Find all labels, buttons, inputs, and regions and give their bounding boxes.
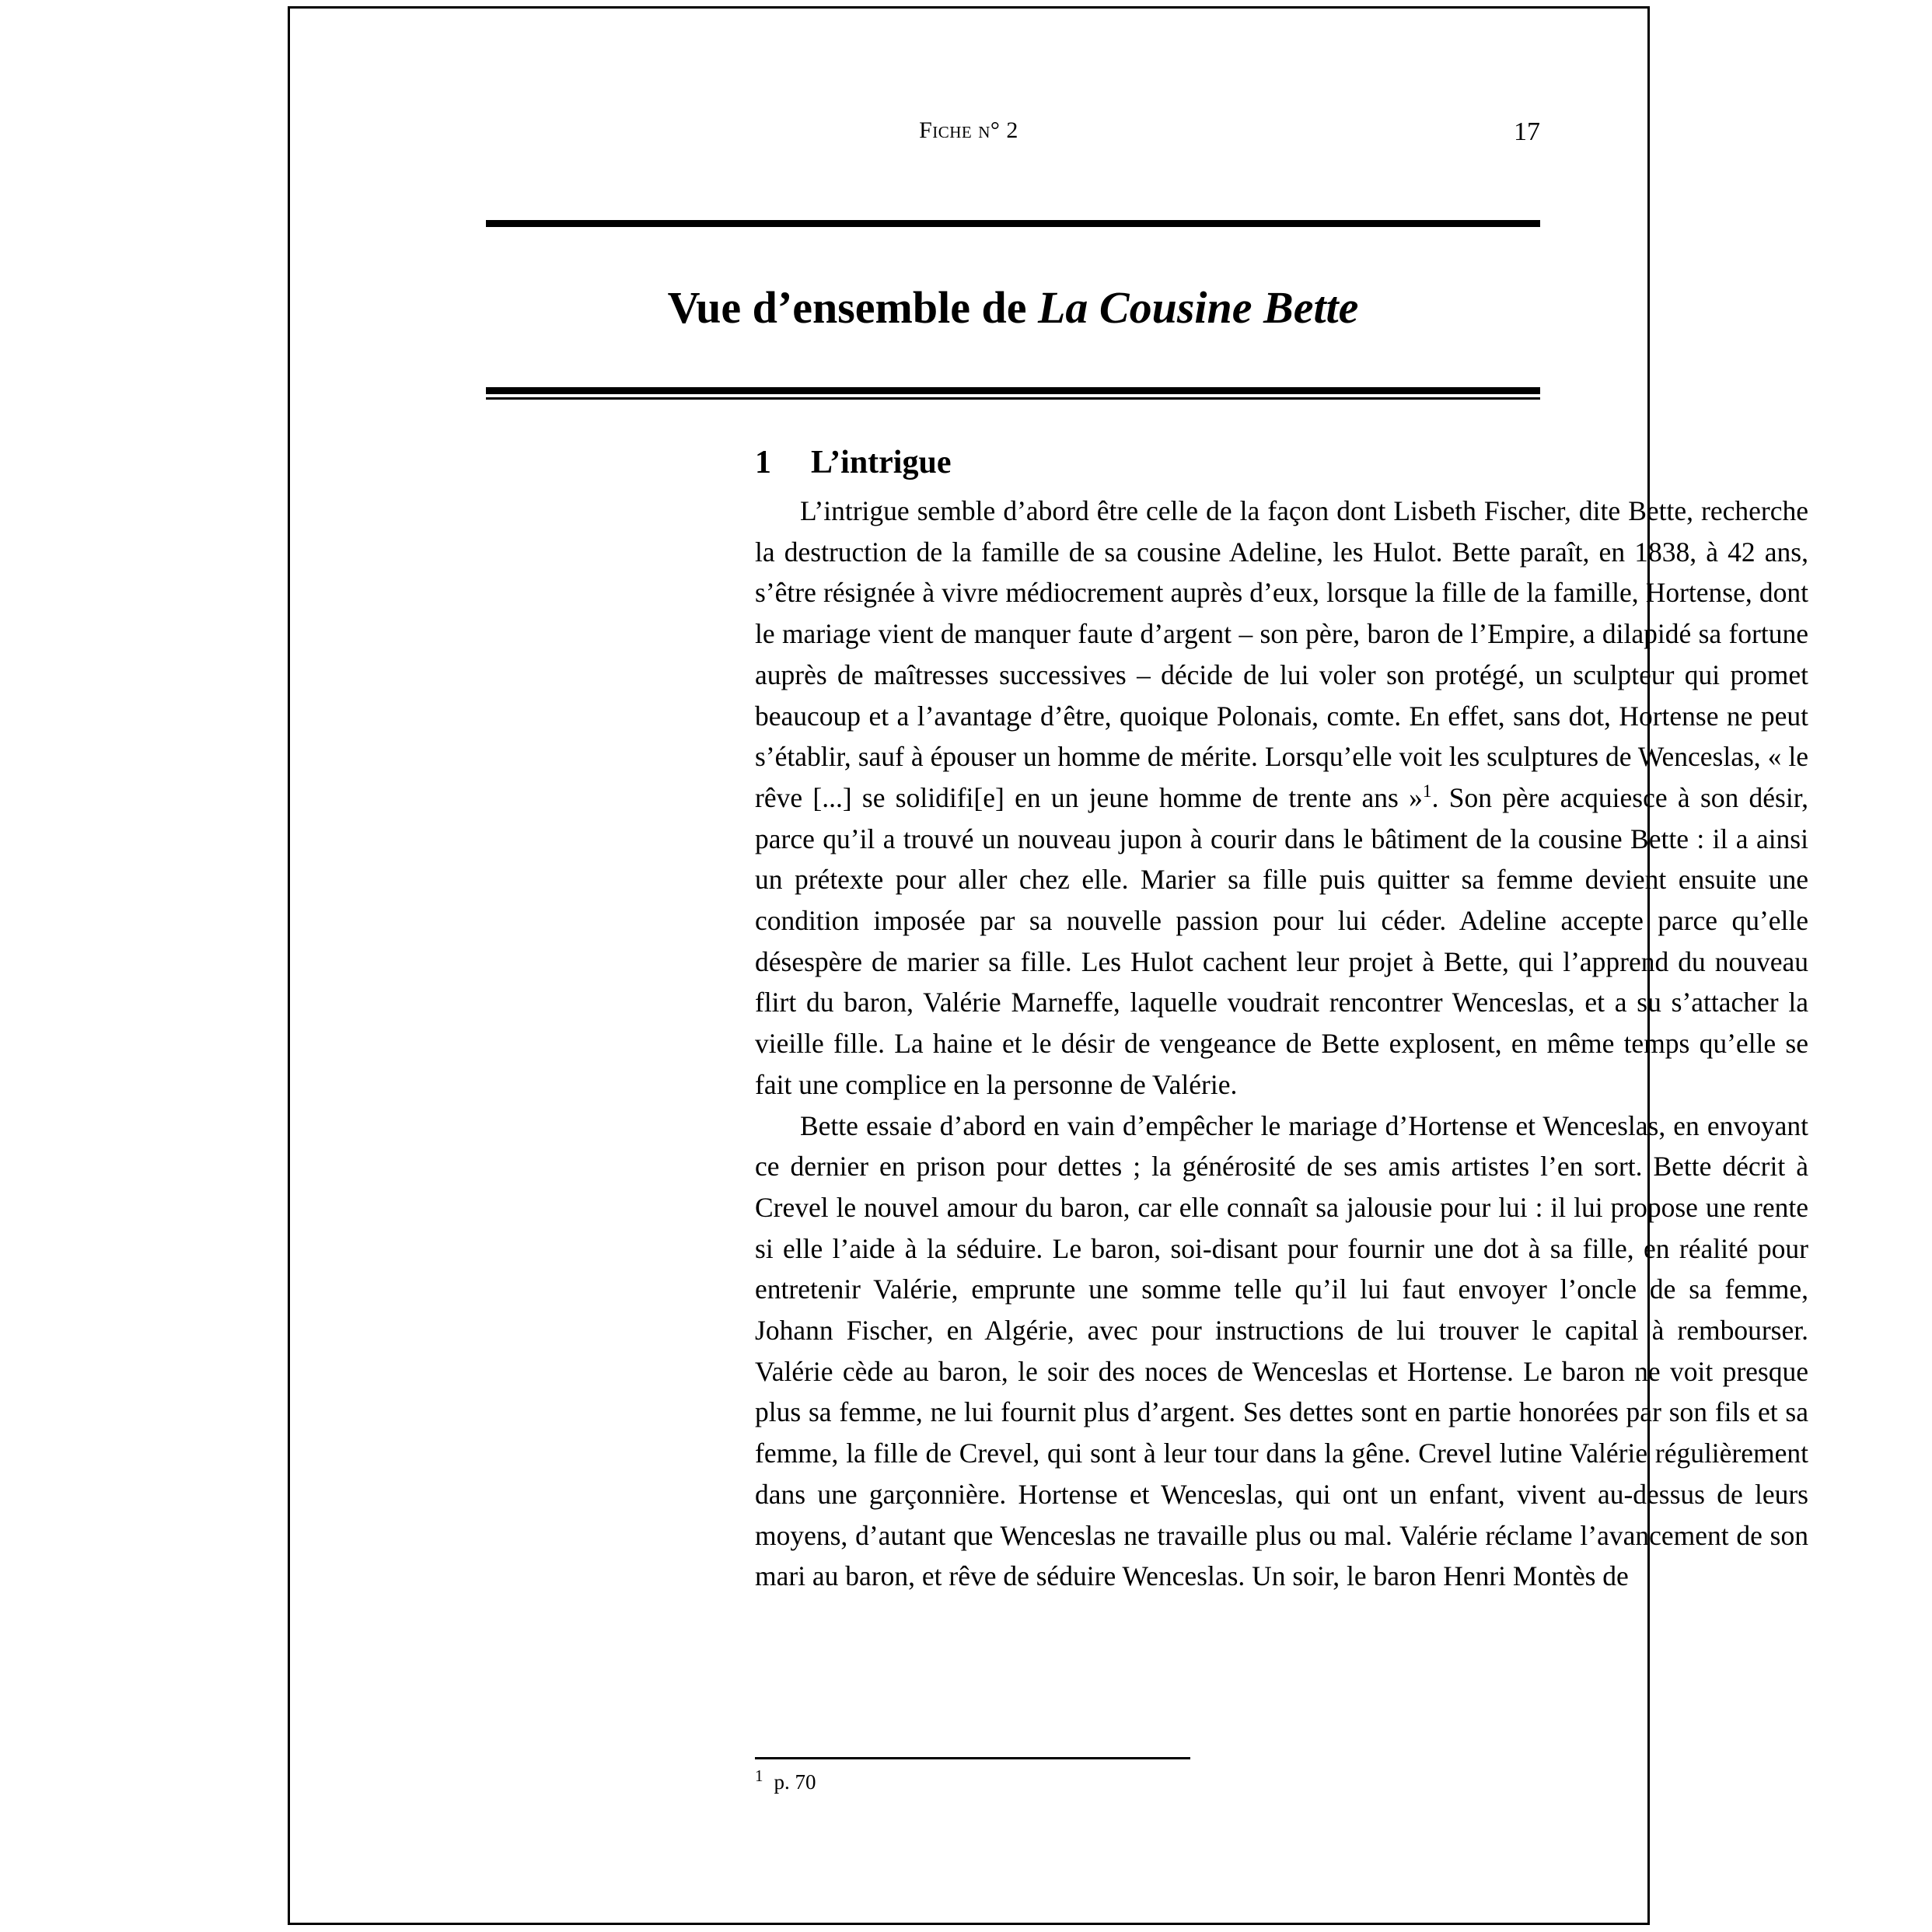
body-text <box>755 491 1808 1597</box>
footnote-area <box>755 1757 1808 1794</box>
footnote-separator-rule <box>755 1757 1190 1759</box>
title-rule-top <box>486 220 1540 227</box>
title-prefix: Vue d’ensemble de <box>667 281 1038 333</box>
footnote-item <box>755 1766 1808 1794</box>
paragraph-1 <box>755 491 1808 1106</box>
paragraph-1-text-b: . Son père acquiesce à son désir, parce qu’il a trouvé un nouveau jupon à courir dans le bâtiment de la cousine Bette : il a ainsi un prétexte pour aller chez elle. Marier sa fille puis quitter sa femme devient ensuite une condition imposée par sa nouvelle passion pour lui céder. Adeline accepte parce qu’elle désespère de marier sa fille. Les Hulot cachent leur projet à Bette, qui l’apprend du nouveau flirt du baron, Valérie Marneffe, laquelle voudrait rencontrer Wenceslas, et a su s’attacher la vieille fille. La haine et le désir de vengeance de Bette explosent, en même temps qu’elle se fait une complice en la personne de Valérie. <box>755 781 1809 1100</box>
section-title: L’intrigue <box>811 445 952 480</box>
title-work: La Cousine Bette <box>1037 281 1359 333</box>
title-block <box>486 220 1540 400</box>
footnote-marker: 1 <box>755 1766 763 1785</box>
footnote-text: p. 70 <box>774 1770 816 1794</box>
section-number: 1 <box>755 445 771 480</box>
title-rule-bottom <box>486 387 1540 394</box>
title-rule-thin <box>486 397 1540 400</box>
paragraph-2: Bette essaie d’abord en vain d’empêcher le mariage d’Hortense et Wenceslas, en envoyant ce dernier en prison pour dettes ; la générosité de ses amis artistes l’en sort. Bette décrit à Crevel le nouvel amour du baron, car elle connaît sa jalousie pour lui : il lui propose une rente si elle l’aide à la séduire. Le baron, soi-disant pour fournir une dot à sa fille, en réalité pour entretenir Valérie, emprunte une somme telle qu’il lui faut envoyer l’oncle de sa femme, Johann Fischer, en Algérie, avec pour instructions de lui trouver le capital à rembourser. Valérie cède au baron, le soir des noces de Wenceslas et Hortense. Le baron ne voit presque plus sa femme, ne lui fournit plus d’argent. Ses dettes sont en partie honorées par son fils et sa femme, la fille de Crevel, qui sont à leur tour dans la gêne. Crevel lutine Valérie régulièrement dans une garçonnière. Hortense et Wenceslas, qui ont un enfant, vivent au-dessus de leurs moyens, d’autant que Wenceslas ne travaille plus ou mal. Valérie réclame l’avancement de son mari au baron, et rêve de séduire Wenceslas. Un soir, le baron Henri Montès de <box>755 1109 1808 1592</box>
running-head-label: Fiche n° 2 <box>919 117 1018 143</box>
page-number: 17 <box>1514 117 1540 146</box>
running-head <box>290 117 1647 148</box>
footnote-reference: 1 <box>1422 781 1432 802</box>
page-title <box>486 257 1540 358</box>
section-heading <box>755 444 951 481</box>
page-content <box>290 9 1809 1923</box>
page-frame <box>288 6 1809 1925</box>
paragraph-1-text-a: L’intrigue semble d’abord être celle de la façon dont Lisbeth Fischer, dite Bette, recherche la destruction de la famille de sa cousine Adeline, les Hulot. Bette paraît, en 1838, à 42 ans, s’être résignée à vivre médiocrement auprès d’eux, lorsque la fille de la famille, Hortense, dont le mariage vient de manquer faute d’argent – son père, baron de l’Empire, a dilapidé sa fortune auprès de maîtresses successives – décide de lui voler son protégé, un sculpteur qui promet beaucoup et a l’avantage d’être, quoique Polonais, comte. En effet, sans dot, Hortense ne peut s’établir, sauf à épouser un homme de mérite. Lorsqu’elle voit les sculptures de Wenceslas, « le rêve [...] se solidifi[e] en un jeune homme de trente ans » <box>755 495 1808 813</box>
